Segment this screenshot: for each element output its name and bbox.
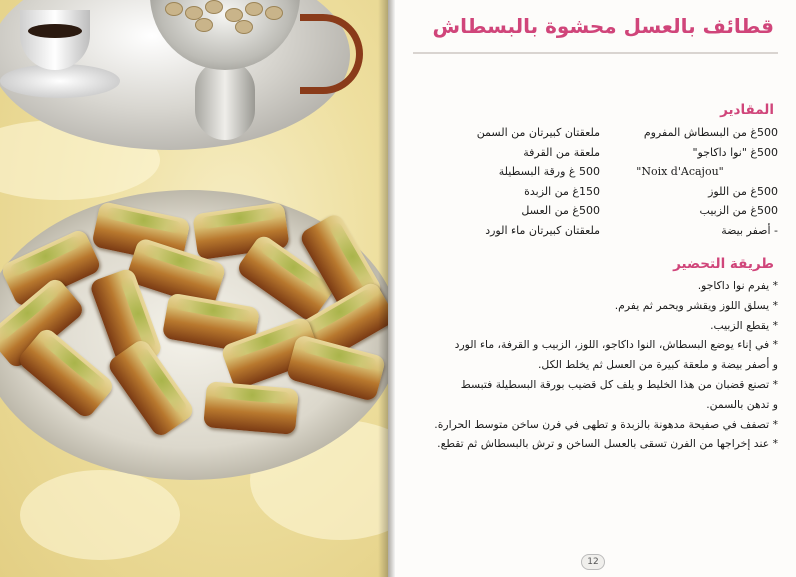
ingredient-item: ملعقتان كبيرتان ماء الورد bbox=[485, 223, 600, 237]
ingredient-item: 500غ "نوا داكاجو" bbox=[692, 145, 778, 159]
preparation-steps bbox=[406, 276, 778, 454]
page-number: 12 bbox=[581, 554, 605, 570]
ingredients-column-left bbox=[410, 123, 600, 241]
step-line: * يفرم نوا داكاجو. bbox=[697, 279, 778, 292]
preparation-heading: طريقة التحضير bbox=[673, 256, 774, 272]
step-line: * تصنع قضبان من هذا الخليط و يلف كل قضيب بورقة البسطيلة فتبسط bbox=[460, 377, 778, 391]
ingredient-item: 500 غ ورقة البسطيلة bbox=[498, 165, 600, 179]
pistachio bbox=[165, 2, 183, 16]
cloth-highlight bbox=[20, 470, 180, 560]
preparation-step bbox=[406, 415, 778, 435]
step-line: و تدهن بالسمن. bbox=[706, 397, 778, 411]
ingredient-item: 150غ من الزبدة bbox=[524, 184, 600, 198]
pistachio bbox=[205, 0, 223, 14]
preparation-step bbox=[406, 316, 778, 336]
step-line: * يسلق اللوز ويقشر ويحمر ثم يفرم. bbox=[614, 298, 778, 312]
preparation-step bbox=[406, 296, 778, 316]
preparation-step bbox=[406, 276, 778, 296]
step-line: * تصفف في صفيحة مدهونة بالزبدة و تطهى في فرن ساخن متوسط الحرارة. bbox=[434, 417, 778, 431]
ingredient-item: ملعقتان كبيرتان من السمن bbox=[476, 126, 600, 139]
ingredient-item: 500غ من اللوز bbox=[708, 184, 778, 198]
pistachio bbox=[235, 20, 253, 34]
ingredient-item: ملعقة من القرفة bbox=[523, 145, 600, 159]
ingredients-column-right bbox=[608, 123, 778, 241]
pistachio bbox=[265, 6, 283, 20]
recipe-page bbox=[395, 0, 796, 577]
ingredient-item: 500غ من الزبيب bbox=[699, 204, 778, 218]
recipe-title: قطائف بالعسل محشوة بالبسطاش bbox=[432, 14, 774, 38]
preparation-step bbox=[406, 335, 778, 375]
ingredients-heading: المقادير bbox=[720, 102, 774, 118]
ingredient-item: - أصفر بيضة bbox=[721, 223, 778, 237]
ingredient-item: "Noix d'Acajou" bbox=[636, 165, 724, 179]
bowl-stem bbox=[195, 60, 255, 140]
step-line: * يقطع الزبيب. bbox=[710, 318, 778, 332]
title-divider bbox=[413, 52, 778, 54]
preparation-step bbox=[406, 434, 778, 454]
pistachio bbox=[245, 2, 263, 16]
step-line: و أصفر بيضة و ملعقة كبيرة من العسل ثم يخلط الكل. bbox=[538, 358, 778, 372]
coffee bbox=[28, 24, 82, 38]
ingredient-item: 500غ من العسل bbox=[521, 204, 600, 218]
pastry bbox=[203, 381, 299, 435]
pistachio bbox=[195, 18, 213, 32]
recipe-photo bbox=[0, 0, 388, 577]
step-line: * في إناء يوضع البسطاش، النوا داكاجو، اللوز، الزبيب و القرفة، ماء الورد bbox=[454, 338, 778, 352]
preparation-step bbox=[406, 375, 778, 415]
step-line: * عند إخراجها من الفرن تسقى بالعسل الساخن و ترش بالبسطاش ثم تقطع. bbox=[437, 437, 778, 451]
tray-handle bbox=[300, 14, 363, 94]
ingredient-item: 500غ من البسطاش المفروم bbox=[643, 126, 778, 139]
